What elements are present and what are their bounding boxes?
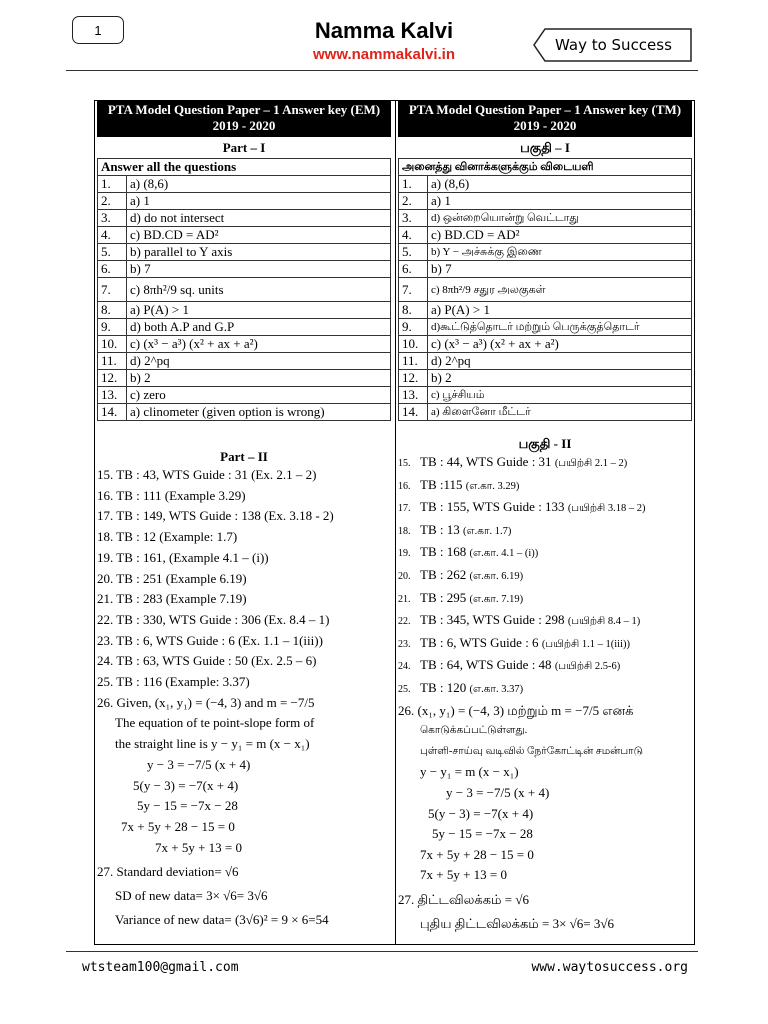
answer-line [398,633,692,656]
table-row [98,353,391,370]
left-column-em [97,100,391,932]
row-answer: c) BD.CD = AD² [127,227,391,244]
answer-line [398,678,692,701]
row-number: 9. [399,319,428,336]
answer-line [398,565,692,588]
row-answer: d)கூட்டுத்தொடர் மற்றும் பெருக்குத்தொடர் [428,319,692,336]
q26-line: The equation of te point-slope form of [115,715,315,731]
brand-title: Namma Kalvi [314,18,454,43]
row-number: 10. [399,336,428,353]
row-answer: d) both A.P and G.P [127,319,391,336]
table-row [399,353,692,370]
answer-tamil: (எ.கா. 1.7) [462,525,512,537]
right-q26 [398,701,692,886]
q26-line: 7x + 5y + 13 = 0 [155,839,242,855]
answer-line: 24. TB : 63, WTS Guide : 50 (Ex. 2.5 – 6) [97,653,317,669]
answer-line: 18. TB : 12 (Example: 1.7) [97,529,238,545]
row-number: 8. [98,302,127,319]
answer-number: 19. [398,548,411,560]
row-answer: b) 7 [127,261,391,278]
answer-number: 16. [398,480,411,492]
footer-email[interactable]: wtsteam100@gmail.com [82,960,239,975]
header-rule [66,70,698,71]
answer-tamil: (எ.கா. 4.1 – (i)) [469,548,539,560]
q26-line: y − y₁ = m (x − x₁) [420,764,519,780]
table-header: Answer all the questions [98,159,391,176]
table-row [399,336,692,353]
answer-line [398,452,692,475]
answer-line [398,520,692,543]
row-answer: c) 8πh²/9 சதுர அலகுகள் [428,278,692,302]
table-row [399,227,692,244]
row-number: 1. [98,176,127,193]
answer-ref: TB : 6, WTS Guide : 6 [420,634,539,650]
answer-number: 21. [398,593,411,605]
table-row [98,370,391,387]
left-part2-list [97,465,391,693]
row-number: 12. [98,370,127,387]
q26-line: 7x + 5y + 13 = 0 [420,867,507,883]
answer-ref: TB : 295 [420,589,467,605]
left-q26 [97,693,391,859]
answer-line [398,610,692,633]
answer-number: 24. [398,661,411,673]
row-number: 7. [98,278,127,302]
row-number: 14. [399,404,428,421]
answer-line: 19. TB : 161, (Example 4.1 – (i)) [97,549,269,565]
answer-line: 23. TB : 6, WTS Guide : 6 (Ex. 1.1 – 1(iii)) [97,632,323,648]
q26-line: 7x + 5y + 28 − 15 = 0 [420,846,534,862]
table-row [98,261,391,278]
answer-line: 21. TB : 283 (Example 7.19) [97,591,247,607]
row-answer: d) do not intersect [127,210,391,227]
right-header-year: 2019 - 2020 [513,118,577,133]
answer-ref: TB : 64, WTS Guide : 48 [420,657,552,673]
row-number: 13. [98,387,127,404]
answer-tamil: (பயிற்சி 8.4 – 1) [567,616,641,628]
row-answer: a) 1 [127,193,391,210]
row-answer: c) BD.CD = AD² [428,227,692,244]
row-answer: d) ஒன்றையொன்று வெட்டாது [428,210,692,227]
q27-line: 27. திட்டவிலக்கம் = √6 [398,891,529,907]
row-number: 3. [399,210,428,227]
q26-line: y − 3 = −7/5 (x + 4) [147,756,251,772]
table-row [98,278,391,302]
q27-line: 27. Standard deviation= √6 [97,864,239,880]
table-row [98,319,391,336]
q26-line: 5(y − 3) = −7(x + 4) [428,805,534,821]
answer-line: 20. TB : 251 (Example 6.19) [97,570,247,586]
answer-ref: TB : 155, WTS Guide : 133 [420,499,565,515]
q27-line: புதிய திட்டவிலக்கம் = 3× √6= 3√6 [420,915,615,931]
row-answer: b) 2 [127,370,391,387]
row-number: 13. [399,387,428,404]
answer-tamil: (எ.கா. 3.37) [469,683,524,695]
row-number: 3. [98,210,127,227]
way-to-success-text: Way to Success [555,36,672,54]
right-q27 [398,888,692,936]
answer-number: 23. [398,638,411,650]
answer-ref: TB : 44, WTS Guide : 31 [420,454,552,469]
table-row [399,319,692,336]
left-header-title: PTA Model Question Paper – 1 Answer key (EM) [107,102,381,117]
row-number: 5. [98,244,127,261]
answer-tamil: (எ.கா. 6.19) [469,570,524,582]
row-answer: d) 2^pq [127,353,391,370]
row-answer: d) 2^pq [428,353,692,370]
q26-line: y − 3 = −7/5 (x + 4) [446,784,550,800]
right-column-tm [398,100,692,936]
brand-url: www.nammakalvi.in [313,46,455,63]
table-row [399,261,692,278]
q26-line: 7x + 5y + 28 − 15 = 0 [121,818,235,834]
q27-line: Variance of new data= (3√6)² = 9 × 6=54 [115,912,329,928]
answer-line: 22. TB : 330, WTS Guide : 306 (Ex. 8.4 – 1) [97,611,330,627]
answer-number: 18. [398,525,411,537]
q26-line: 5y − 15 = −7x − 28 [432,826,533,842]
q26-line: 26. Given, (x₁, y₁) = (−4, 3) and m = −7/5 [97,694,315,710]
answer-line: 15. TB : 43, WTS Guide : 31 (Ex. 2.1 – 2) [97,467,317,482]
answer-line [398,655,692,678]
row-number: 5. [399,244,428,261]
row-number: 8. [399,302,428,319]
answer-tamil: (பயிற்சி 3.18 – 2) [567,503,646,515]
answer-line [398,588,692,611]
right-header [398,100,692,137]
way-to-success-badge [533,28,693,62]
row-number: 6. [98,261,127,278]
answer-ref: TB : 262 [420,566,467,582]
answer-line [398,542,692,565]
table-row [98,227,391,244]
table-row [399,176,692,193]
table-row [98,210,391,227]
q26-line: புள்ளி-சாய்வு வடிவில் நேர்கோட்டின் சமன்பாடு [420,745,644,757]
row-answer: c) பூச்சியம் [428,387,692,404]
table-row [399,210,692,227]
q26-line: 5y − 15 = −7x − 28 [137,798,238,814]
row-number: 4. [98,227,127,244]
table-row [399,302,692,319]
row-number: 9. [98,319,127,336]
answer-tamil: (எ.கா. 7.19) [469,593,524,605]
answer-line [398,475,692,498]
answer-number: 20. [398,570,411,582]
row-number: 10. [98,336,127,353]
row-answer: a) (8,6) [127,176,391,193]
q26-line: the straight line is y − y₁ = m (x − x₁) [115,736,310,752]
q26-line: 5(y − 3) = −7(x + 4) [133,777,239,793]
answer-line [398,497,692,520]
right-part1-title: பகுதி – I [520,140,570,155]
answer-tamil: (பயிற்சி 2.5-6) [554,661,621,673]
answer-tamil: (பயிற்சி 1.1 – 1(iii)) [541,638,631,650]
row-answer: c) zero [127,387,391,404]
row-number: 12. [399,370,428,387]
right-part2-title: பகுதி - II [518,436,572,451]
row-number: 2. [98,193,127,210]
row-number: 14. [98,404,127,421]
answer-number: 25. [398,683,411,695]
answer-number: 15. [398,458,411,469]
left-header-year: 2019 - 2020 [212,118,276,133]
row-answer: a) P(A) > 1 [127,302,391,319]
table-row [399,193,692,210]
row-answer: b) Y − அச்சுக்கு இணை [428,244,692,261]
table-row [98,302,391,319]
row-answer: b) 7 [428,261,692,278]
row-answer: c) (x³ − a³) (x² + ax + a²) [428,336,692,353]
answer-tamil: (பயிற்சி 2.1 – 2) [554,458,628,469]
row-answer: a) clinometer (given option is wrong) [127,404,391,421]
page-number: 1 [72,16,124,44]
row-number: 6. [399,261,428,278]
answer-ref: TB : 168 [420,544,467,560]
footer-website[interactable]: www.waytosuccess.org [531,960,688,975]
table-row [98,193,391,210]
row-number: 11. [399,353,428,370]
answer-tamil: (எ.கா. 3.29) [465,480,520,492]
row-answer: c) 8πh²/9 sq. units [127,278,391,302]
answer-number: 17. [398,503,411,515]
left-header [97,100,391,137]
table-row [98,176,391,193]
table-row [399,244,692,261]
q26-line: 26. (x₁, y₁) = (−4, 3) மற்றும் m = −7/5 எனக் [398,702,634,718]
row-number: 4. [399,227,428,244]
answer-ref: TB :115 [420,476,463,492]
left-q27 [97,860,391,932]
table-row [98,244,391,261]
table-row [399,278,692,302]
table-row [399,404,692,421]
answer-number: 22. [398,616,411,628]
row-number: 11. [98,353,127,370]
column-divider [395,100,396,945]
table-row [98,336,391,353]
row-answer: c) (x³ − a³) (x² + ax + a²) [127,336,391,353]
q27-line: SD of new data= 3× √6= 3√6 [115,888,268,904]
table-header: அனைத்து வினாக்களுக்கும் விடையளி [399,159,692,176]
table-row [399,387,692,404]
footer-rule [66,951,698,952]
answer-ref: TB : 345, WTS Guide : 298 [420,612,565,628]
left-part2-title: Part – II [220,449,268,464]
left-part1-title: Part – I [222,140,266,155]
answer-line: 25. TB : 116 (Example: 3.37) [97,674,250,690]
row-answer: a) P(A) > 1 [428,302,692,319]
answer-line: 17. TB : 149, WTS Guide : 138 (Ex. 3.18 - 2) [97,508,334,524]
table-row [399,370,692,387]
row-number: 1. [399,176,428,193]
answer-ref: TB : 13 [420,521,460,537]
right-part2-list [398,452,692,701]
row-number: 2. [399,193,428,210]
row-answer: b) parallel to Y axis [127,244,391,261]
row-answer: a) 1 [428,193,692,210]
table-row [98,387,391,404]
answer-line: 16. TB : 111 (Example 3.29) [97,487,246,503]
row-answer: a) (8,6) [428,176,692,193]
row-answer: b) 2 [428,370,692,387]
q26-line: கொடுக்கப்பட்டுள்ளது. [420,725,528,737]
right-answer-table [398,158,692,421]
table-row [98,404,391,421]
left-answer-table [97,158,391,421]
row-number: 7. [399,278,428,302]
right-header-title: PTA Model Question Paper – 1 Answer key (TM) [408,102,682,117]
answer-ref: TB : 120 [420,679,467,695]
row-answer: a) கிளைனோ மீட்டர் [428,404,692,421]
